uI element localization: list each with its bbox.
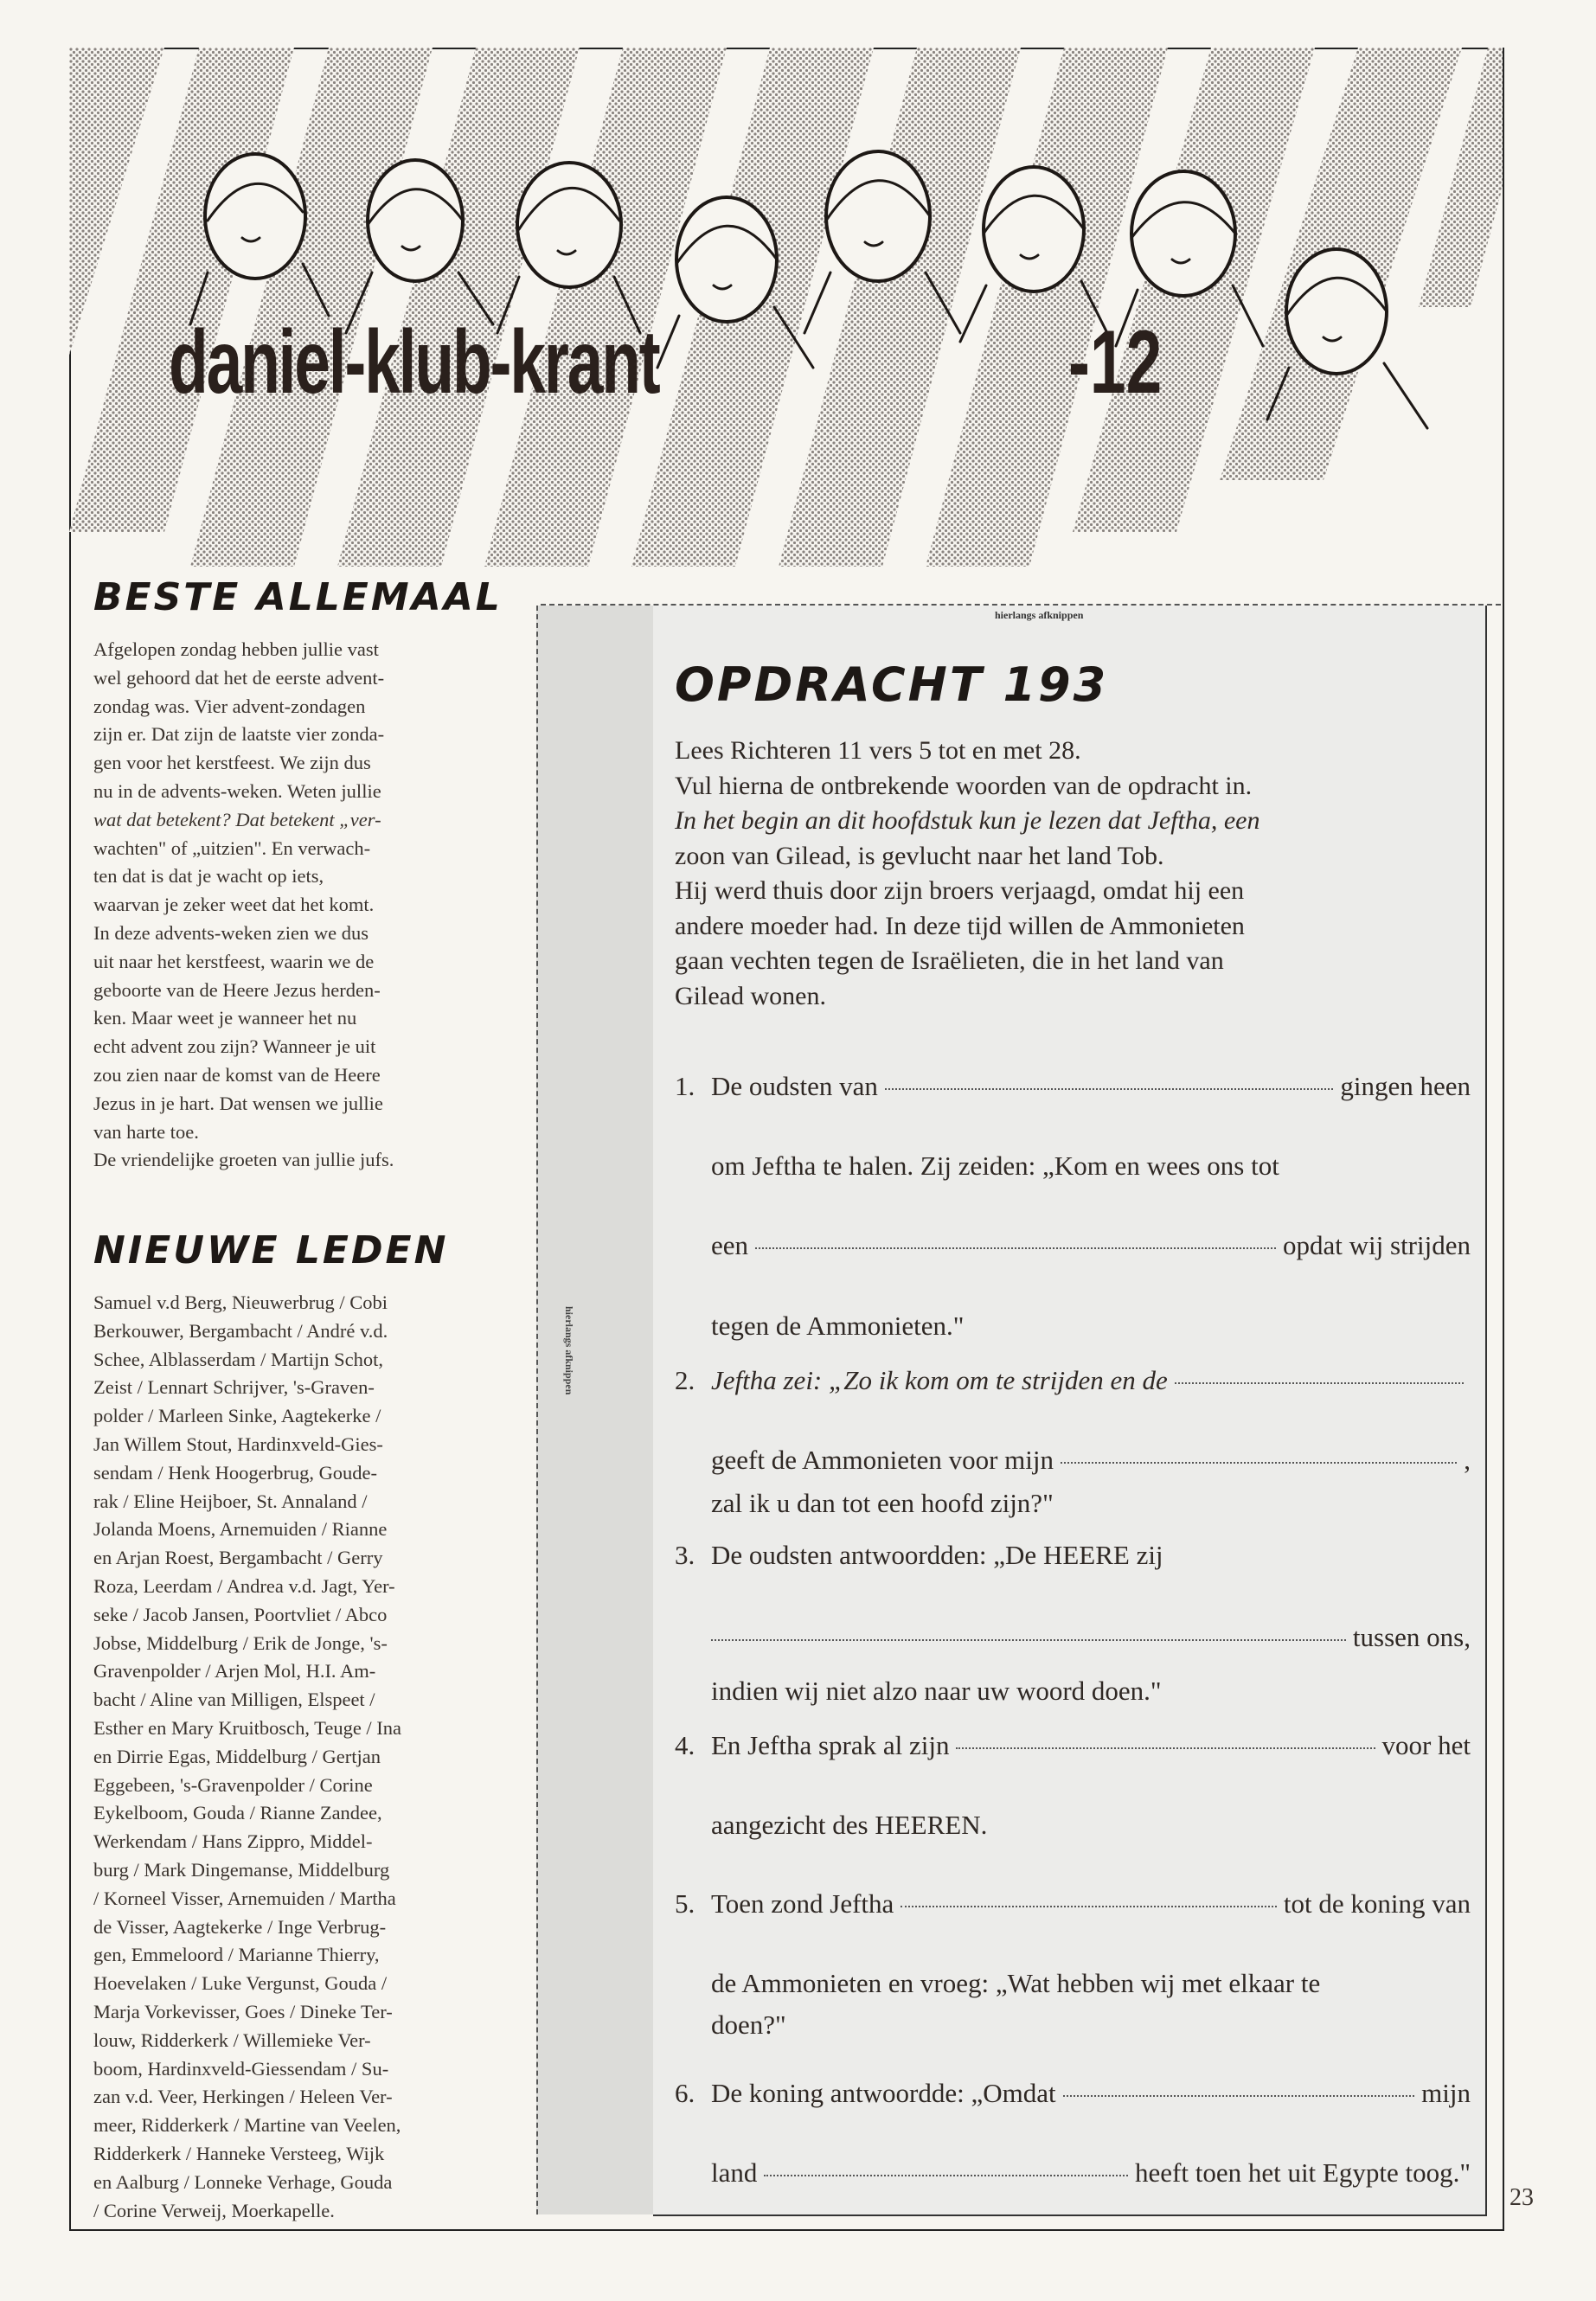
intro-line: Vul hierna de ontbrekende woorden van de opdracht in. [675,771,1253,800]
text-line: de Visser, Aagtekerke / Inge Verbrug- [93,1915,387,1938]
question-2-line-2 [711,1445,1471,1476]
question-text: opdat wij strijden [1283,1230,1471,1260]
text-line: Hoevelaken / Luke Vergunst, Gouda / [93,1972,388,1995]
question-text: heeft toen het uit Egypte toog." [1135,2157,1471,2188]
cut-strip [536,606,655,2214]
text-line: en Arjan Roest, Bergambacht / Gerry [93,1547,383,1569]
text-line: gen, Emmeloord / Marianne Thierry, [93,1944,380,1966]
text-line: zou zien naar de komst van de Heere [93,1063,381,1086]
question-number: 1. [675,1071,695,1101]
text-line: zan v.d. Veer, Herkingen / Heleen Ver- [93,2086,393,2108]
question-1-line-2 [711,1150,1471,1182]
question-3 [675,1540,1471,1571]
opdracht-title: OPDRACHT 193 [675,657,1109,712]
question-number: 6. [675,2078,695,2108]
text-line: nu in de advents-weken. Weten jullie [93,779,381,802]
answer-blank[interactable] [1061,1461,1457,1464]
masthead-illustration [69,48,1503,567]
question-2-line-3 [711,1488,1471,1519]
answer-blank[interactable] [1175,1381,1464,1384]
masthead-title: daniel-klub-krant [169,312,659,413]
answer-blank[interactable] [901,1905,1277,1907]
question-text: De koning antwoordde: „Omdat [711,2078,1056,2108]
answer-blank[interactable] [1063,2094,1415,2097]
text-line: wel gehoord dat het de eerste advent- [93,666,385,689]
text-line: gen voor het kerstfeest. We zijn dus [93,752,371,774]
text-line: In deze advents-weken zien we dus [93,921,369,944]
text-line: Samuel v.d Berg, Nieuwerbrug / Cobi [93,1292,388,1313]
text-line: Ridderkerk / Hanneke Versteeg, Wijk [93,2142,385,2164]
text-line: Jezus in je hart. Dat wensen we jullie [93,1092,383,1114]
intro-line: Hij werd thuis door zijn broers verjaagd, omdat hij een [675,876,1245,905]
answer-blank[interactable] [956,1747,1375,1749]
question-6-line-2 [711,2157,1471,2189]
question-number: 2. [675,1365,695,1395]
nieuwe-leden-heading: NIEUWE LEDEN [93,1228,449,1272]
question-text: zal ik u dan tot een hoofd zijn?" [711,1488,1054,1518]
text-line: uit naar het kerstfeest, waarin we de [93,950,375,972]
question-text: doen?" [711,2009,786,2040]
cut-label-top: hierlangs afknippen [995,609,1084,621]
text-line: boom, Hardinxveld-Giessendam / Su- [93,2057,389,2080]
intro-line: gaan vechten tegen de Israëlieten, die in het land van [675,946,1224,975]
text-line: geboorte van de Heere Jezus herden- [93,978,381,1001]
question-1 [675,1071,1471,1102]
text-line: seke / Jacob Jansen, Poortvliet / Abco [93,1603,388,1625]
question-5 [675,1888,1471,1920]
question-text: land [711,2157,758,2188]
text-line: waarvan je zeker weet dat het komt. [93,894,375,916]
question-text: Jeftha zei: „Zo ik kom om te strijden en de [711,1365,1168,1395]
question-1-line-3 [711,1230,1471,1261]
text-line: Esther en Mary Kruitbosch, Teuge / Ina [93,1716,402,1739]
question-text: En Jeftha sprak al zijn [711,1730,950,1760]
intro-line: Lees Richteren 11 vers 5 tot en met 28. [675,736,1081,765]
question-text: De oudsten antwoordden: „De HEERE zij [711,1540,1163,1570]
answer-blank[interactable] [764,2174,1128,2176]
question-text: voor het [1381,1730,1471,1760]
text-line: wat dat betekent? Dat betekent „ver- [93,808,381,830]
question-text: tegen de Ammonieten." [711,1311,965,1341]
beste-allemaal-heading: BESTE ALLEMAAL [93,575,503,619]
cut-label-vertical: hierlangs afknippen [563,1306,575,1395]
text-line: echt advent zou zijn? Wanneer je uit [93,1035,376,1058]
question-text: tussen ons, [1352,1622,1471,1652]
text-line: rak / Eline Heijboer, St. Annaland / [93,1490,368,1512]
question-text: geeft de Ammonieten voor mijn [711,1445,1054,1475]
question-text: een [711,1230,749,1260]
question-text: tot de koning van [1283,1888,1471,1919]
text-line: Marja Vorkevisser, Goes / Dineke Ter- [93,2000,393,2022]
intro-line: Gilead wonen. [675,981,826,1010]
question-text: De oudsten van [711,1071,878,1101]
question-3-line-3 [711,1676,1471,1707]
text-line: burg / Mark Dingemanse, Middelburg [93,1858,390,1881]
text-line: / Korneel Visser, Arnemuiden / Martha [93,1887,396,1909]
text-line: Roza, Leerdam / Andrea v.d. Jagt, Yer- [93,1574,395,1597]
question-text: , [1464,1445,1471,1475]
question-number: 3. [675,1540,695,1570]
children-faces-illustration [69,48,1503,567]
text-line: Gravenpolder / Arjen Mol, H.I. Am- [93,1660,376,1682]
question-text: de Ammonieten en vroeg: „Wat hebben wij met elkaar te [711,1968,1321,1998]
text-line: ten dat is dat je wacht op iets, [93,865,324,888]
nieuwe-leden-text [93,1289,519,2225]
question-1-line-4 [711,1311,1471,1342]
text-line: zondag was. Vier advent-zondagen [93,695,366,717]
text-line: van harte toe. [93,1120,199,1143]
answer-blank[interactable] [711,1638,1346,1641]
question-number: 4. [675,1730,695,1760]
question-4 [675,1730,1471,1761]
question-5-line-2 [711,1968,1471,1999]
text-line: De vriendelijke groeten van jullie jufs. [93,1149,394,1171]
text-line: en Dirrie Egas, Middelburg / Gertjan [93,1745,381,1767]
text-line: Afgelopen zondag hebben jullie vast [93,638,379,660]
text-line: louw, Ridderkerk / Willemieke Ver- [93,2029,371,2051]
text-line: sendam / Henk Hoogerbrug, Goude- [93,1461,378,1484]
question-text: indien wij niet alzo naar uw woord doen." [711,1676,1162,1706]
question-4-line-2 [711,1810,1471,1841]
question-6 [675,2078,1471,2109]
text-line: Jan Willem Stout, Hardinxveld-Gies- [93,1433,383,1455]
question-3-line-2 [711,1622,1471,1653]
intro-line: zoon van Gilead, is gevlucht naar het land Tob. [675,841,1164,870]
question-text: Toen zond Jeftha [711,1888,894,1919]
text-line: / Corine Verweij, Moerkapelle. [93,2199,335,2221]
text-line: Jolanda Moens, Arnemuiden / Rianne [93,1518,388,1541]
question-text: om Jeftha te halen. Zij zeiden: „Kom en wees ons tot [711,1150,1279,1181]
text-line: en Aalburg / Lonneke Verhage, Gouda [93,2170,393,2193]
intro-line: andere moeder had. In deze tijd willen de Ammonieten [675,911,1245,940]
question-text: mijn [1421,2078,1471,2108]
text-line: Jobse, Middelburg / Erik de Jonge, 's- [93,1631,388,1654]
text-line: bacht / Aline van Milligen, Elspeet / [93,1689,375,1711]
question-number: 5. [675,1888,695,1919]
question-2 [675,1365,1471,1396]
text-line: Zeist / Lennart Schrijver, 's-Graven- [93,1376,375,1399]
question-text: gingen heen [1340,1071,1471,1101]
answer-blank[interactable] [885,1087,1334,1090]
answer-blank[interactable] [755,1247,1276,1249]
text-line: Eykelboom, Gouda / Rianne Zandee, [93,1802,382,1824]
issue-number: -12 [1068,312,1163,413]
page-number: 23 [1509,2184,1534,2211]
opdracht-intro [675,734,1471,1014]
text-line: Eggebeen, 's-Gravenpolder / Corine [93,1773,373,1796]
text-line: wachten" of „uitzien". En verwach- [93,836,371,859]
intro-line: In het begin an dit hoofdstuk kun je lezen dat Jeftha, een [675,806,1260,835]
question-text: aangezicht des HEEREN. [711,1810,988,1840]
text-line: polder / Marleen Sinke, Aagtekerke / [93,1405,381,1427]
text-line: meer, Ridderkerk / Martine van Veelen, [93,2114,401,2137]
beste-allemaal-text [93,636,519,1175]
text-line: Werkendam / Hans Zippro, Middel- [93,1830,373,1853]
question-5-line-3 [711,2009,1471,2041]
text-line: ken. Maar weet je wanneer het nu [93,1007,357,1029]
text-line: Berkouwer, Bergambacht / André v.d. [93,1319,388,1342]
text-line: zijn er. Dat zijn de laatste vier zonda- [93,723,385,746]
text-line: Schee, Alblasserdam / Martijn Schot, [93,1348,383,1370]
